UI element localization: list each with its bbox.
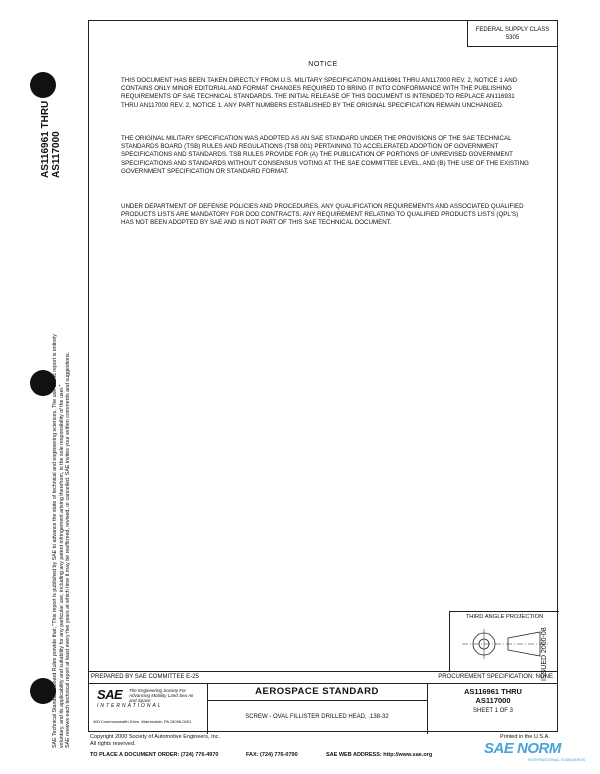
third-angle-projection-label: THIRD ANGLE PROJECTION (465, 614, 544, 620)
tsb-rules-text (52, 208, 72, 748)
procurement-specification: PROCUREMENT SPECIFICATION: NONE (438, 674, 553, 680)
third-angle-projection-box (449, 611, 559, 671)
tsb-rules-line3: SAE reviews each technical report at least every five years at which time it may be reaffirmed, revised, or cancelled. SAE invites your written comments and suggestions. (65, 351, 71, 748)
doc-number-line2: AS117000 (475, 696, 511, 705)
document-title: SCREW - OVAL FILLISTER DRILLED HEAD, .138-32 (245, 714, 389, 720)
notice-title: NOTICE (308, 61, 338, 68)
side-doc-line2: AS117000 (51, 131, 62, 178)
tsb-rules-line2: voluntary, and its applicability and suitability for any particular use, including any patent infringement arising therefrom, is the sole responsibility of the user." (58, 384, 65, 748)
prepared-by: PREPARED BY SAE COMMITTEE E-25 (91, 674, 199, 680)
printed-in: Printed in the U.S.A. (500, 734, 550, 740)
sae-web-address-text: SAE WEB ADDRESS: http://www.sae.org (326, 752, 433, 758)
sae-logo-tagline: The Engineering Society For Advancing Mobility Land Sea Air and Space (129, 688, 194, 703)
fsc-label: FEDERAL SUPPLY CLASS (475, 27, 550, 33)
sae-logo-international: INTERNATIONAL (97, 703, 163, 709)
fsc-value: 5305 (505, 35, 520, 41)
aerospace-standard-label: AEROSPACE STANDARD (207, 683, 427, 701)
sae-logo-block (89, 683, 208, 734)
federal-supply-class-box (467, 21, 557, 47)
issued-date-text: ISSUED 2000-08 (541, 627, 548, 681)
side-doc-line1: AS116961 THRU (40, 100, 51, 178)
third-angle-projection-icon (450, 620, 560, 668)
copyright: Copyright 2000 Society of Automotive Engineers, Inc. (90, 734, 220, 740)
fax-number: FAX: (724) 776-0790 (246, 752, 298, 758)
binder-hole-top (30, 72, 56, 98)
sae-norm-watermark-sub: INTERNATIONAL STANDARDS (528, 757, 586, 762)
tsb-rules-line1: SAE Technical Standards Board Rules provide that: "This report is published by SAE to advance the state of technical and engineering sciences. The use of this report is entirely (52, 334, 58, 748)
document-order-phone: TO PLACE A DOCUMENT ORDER: (724) 776-4970 (90, 752, 219, 758)
document-frame (88, 20, 558, 732)
document-number-block (427, 683, 558, 734)
sae-address: 400 Commonwealth Drive, Warrendale, PA 15096-0001 (93, 719, 192, 724)
sheet-number: SHEET 1 OF 3 (473, 708, 513, 714)
sae-web-address[interactable] (326, 752, 432, 758)
notice-paragraph-3: UNDER DEPARTMENT OF DEFENSE POLICIES AND PROCEDURES, ANY QUALIFICATION REQUIREMENTS AND ASSOCIATED QUALIFIED PRODUCTS LISTS ARE MANDATORY FOR DOD CONTRACTS. ANY REQUIREMENT RELATING TO QUALIFIED PRODUCTS LISTS (QPL'S) HAS NOT BEEN ADOPTED BY SAE AND IS NOT PART OF THIS SAE TECHNICAL DOCUMENT. (121, 203, 524, 227)
sae-norm-watermark: SAE NORM (484, 740, 561, 757)
title-block (89, 671, 557, 734)
sae-logo-mark: SAE (97, 687, 123, 702)
rights-reserved: All rights reserved. (90, 741, 136, 747)
notice-paragraph-2: THE ORIGINAL MILITARY SPECIFICATION WAS ADOPTED AS AN SAE STANDARD UNDER THE PROVISIONS OF THE SAE TECHNICAL STANDARDS BOARD (TSB) RULES AND REGULATIONS (TSB 001) PERTAINING TO ACCELERATED ADOPTION OF GOVERNMENT SPECIFICATIONS AND STANDARDS. TSB RULES PROVIDE FOR (A) THE PUBLICATION OF PORTIONS OF UNREVISED GOVERNMENT SPECIFICATIONS AND STANDARDS WITHOUT CONSENSUS VOTING AT THE SAE COMMITTEE LEVEL, AND (B) THE USE OF THE EXISTING GOVERNMENT SPECIFICATION OR STANDARD FORMAT. (121, 135, 529, 175)
side-document-number (40, 101, 62, 178)
notice-paragraph-1: THIS DOCUMENT HAS BEEN TAKEN DIRECTLY FROM U.S. MILITARY SPECIFICATION AN116961 THRU AN117000 REV. 2, NOTICE 1 AND CONTAINS ONLY MINOR EDITORIAL AND FORMAT CHANGES REQUIRED TO BRING IT INTO CONFORMANCE WITH THE PUBLISHING REQUIREMENTS OF SAE TECHNICAL STANDARDS. THE INITIAL RELEASE OF THIS DOCUMENT IS INTENDED TO REPLACE AN116931 THRU AN117000 REV. 2, NOTICE 1. ANY PART NUMBERS ESTABLISHED BY THE ORIGINAL SPECIFICATION REMAIN UNCHANGED. (121, 77, 518, 109)
doc-number-line1: AS116961 THRU (464, 687, 522, 696)
